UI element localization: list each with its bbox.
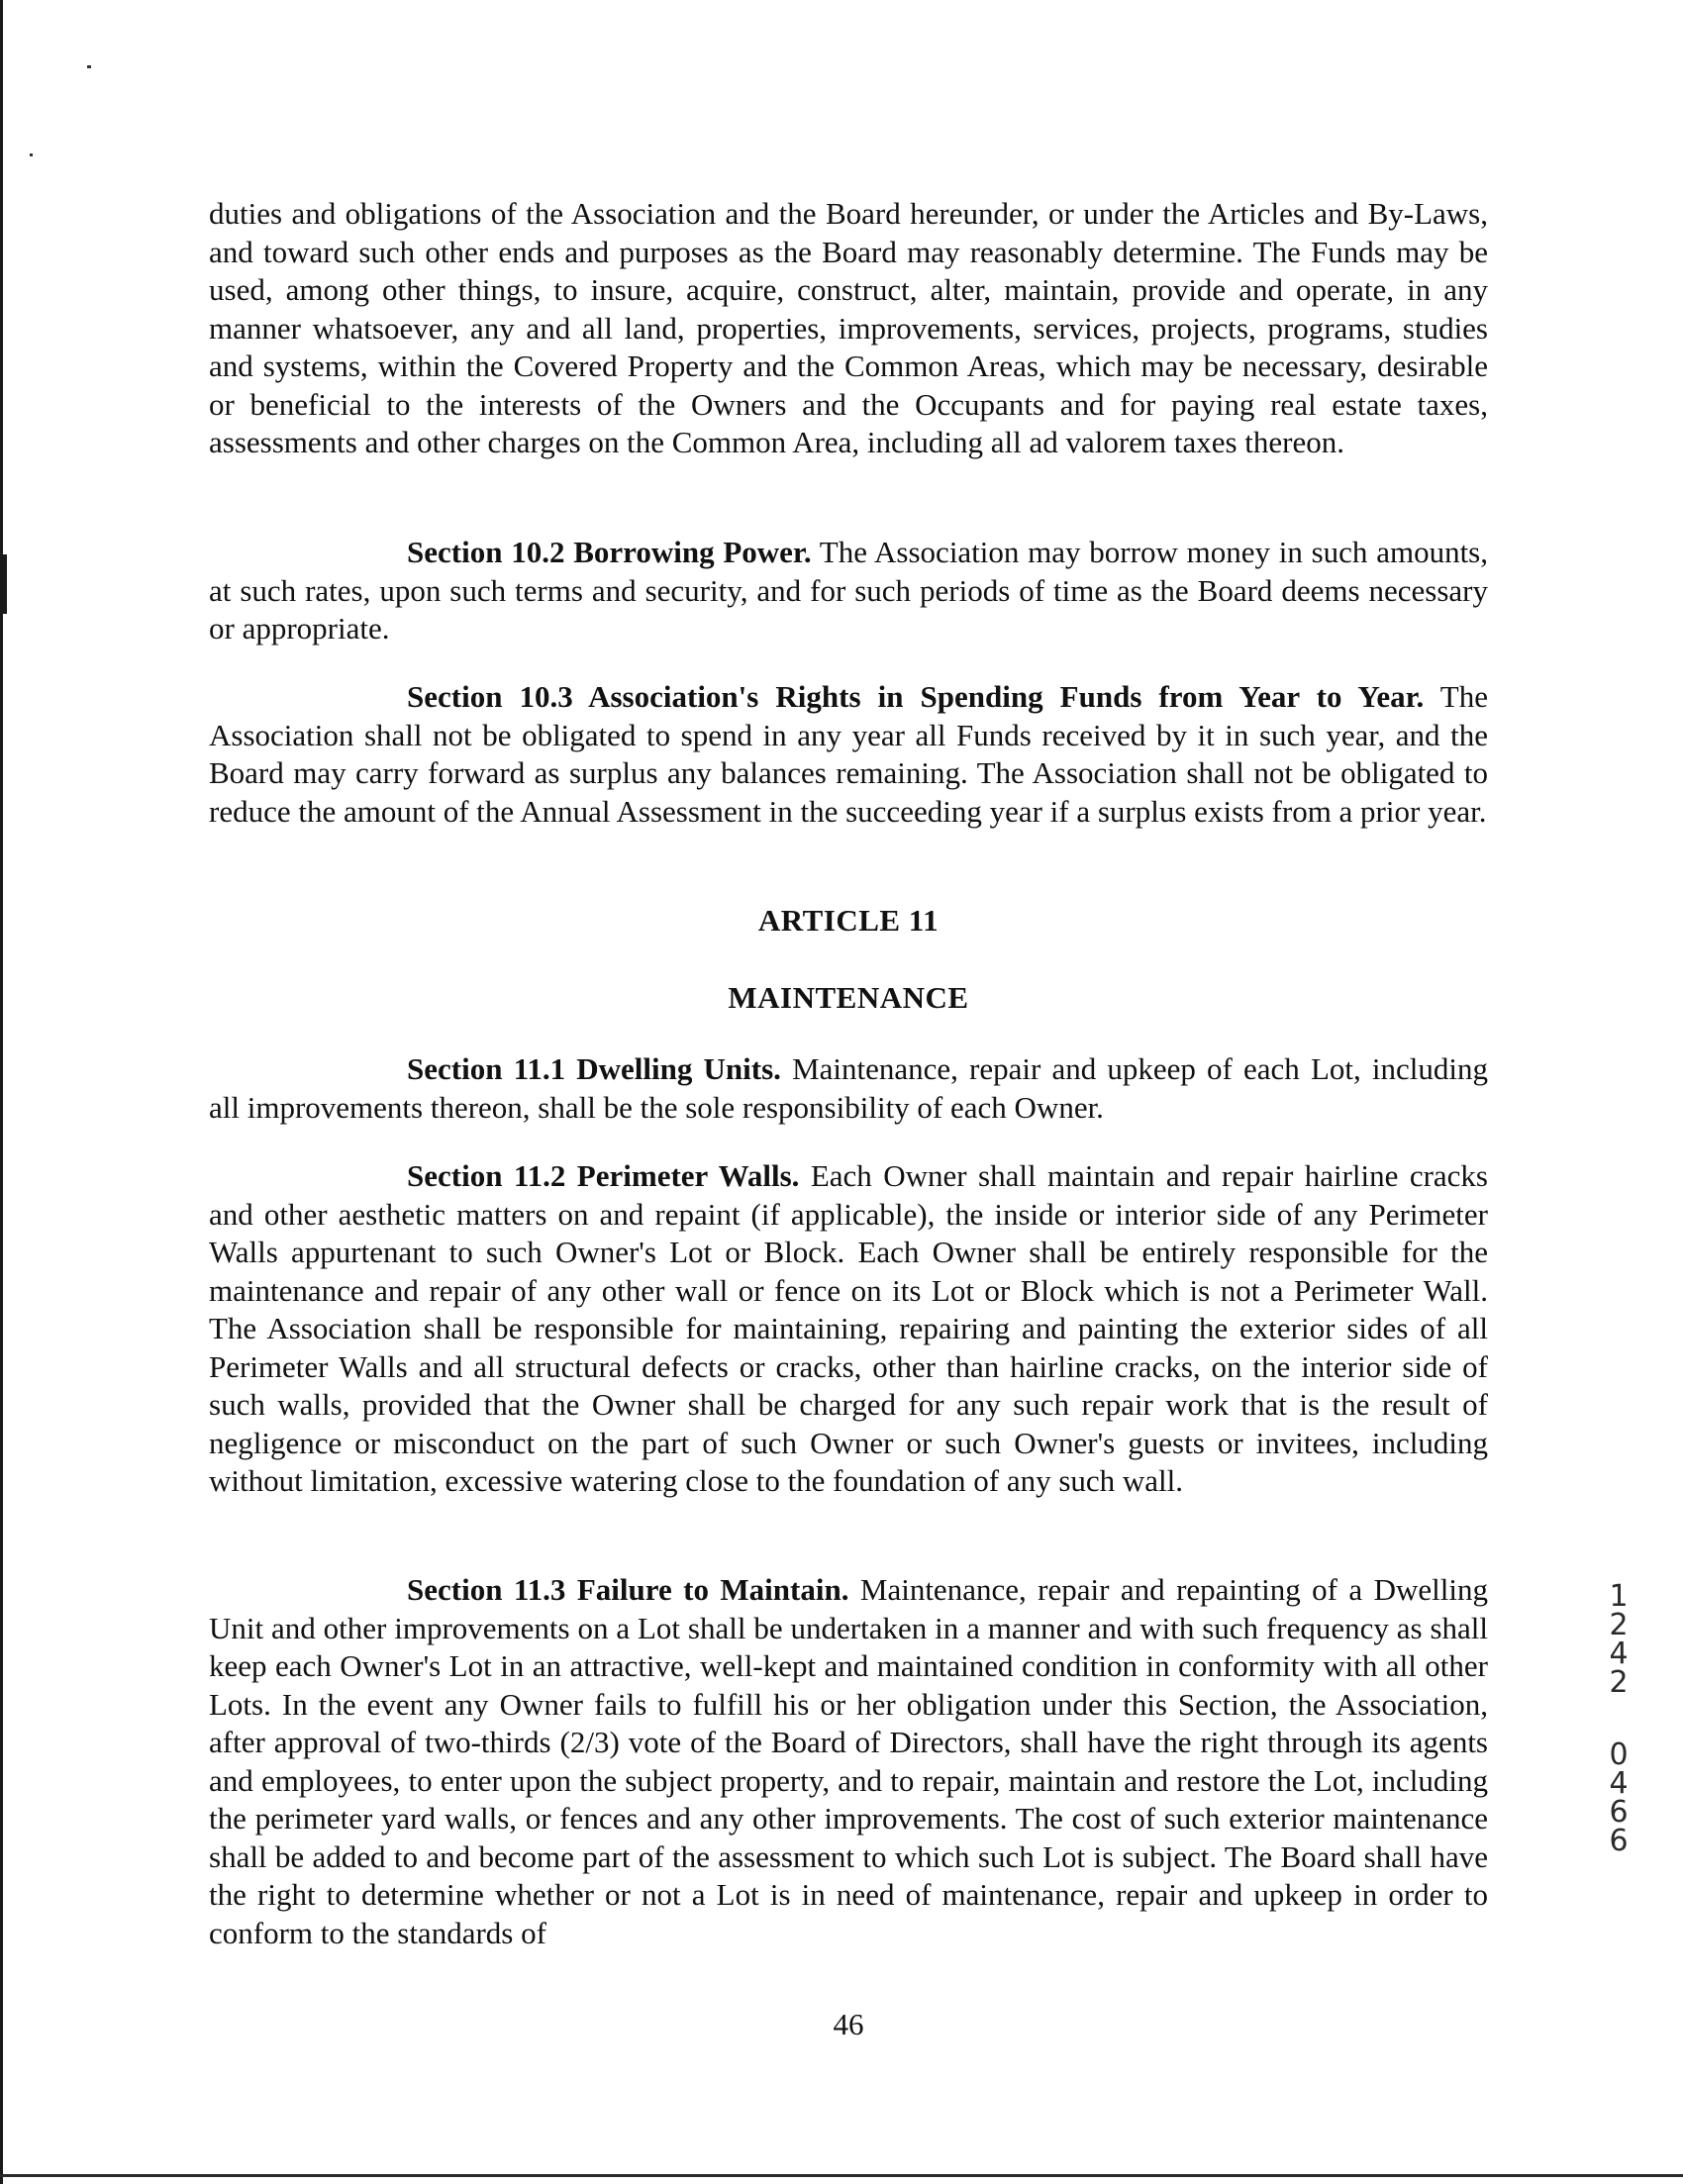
section-11-1 — [209, 1050, 1488, 1127]
section-title: Section 11.2 Perimeter Walls. — [407, 1158, 800, 1193]
scan-bottom-edge — [0, 2174, 1683, 2177]
scan-left-edge — [0, 0, 3, 2184]
section-11-3 — [209, 1571, 1488, 1952]
scan-speck — [30, 153, 33, 156]
section-body: Maintenance, repair and upkeep of each Lot, including all improvements thereon, shall be the sole responsibility of each Owner. — [209, 1051, 1489, 1125]
section-11-2 — [209, 1157, 1488, 1501]
section-title: Section 10.2 Borrowing Power. — [407, 535, 812, 569]
section-10-3 — [209, 678, 1488, 831]
article-title: MAINTENANCE — [728, 980, 969, 1015]
section-title: Section 11.1 Dwelling Units. — [407, 1051, 781, 1086]
page-number: 46 — [833, 2007, 864, 2041]
recording-stamp-page: 0466 — [1609, 1737, 1629, 1858]
section-body: Each Owner shall maintain and repair hairline cracks and other aesthetic matters on and repaint (if applicable), the inside or interior side of any Perimeter Walls appurtenant to such Owner's Lot or Block. Each Owner shall be entirely responsible for the maintenance and repair of any other wall or fence on its Lot or Block which is not a Perimeter Wall. The Association shall be responsible for maintaining, repairing and painting the exterior sides of all Perimeter Walls and all structural defects or cracks, other than hairline cracks, on the interior side of such walls, provided that the Owner shall be charged for any such repair work that is the result of negligence or misconduct on the part of such Owner or such Owner's guests or invitees, including without limitation, excessive watering close to the foundation of any such wall. — [209, 1158, 1488, 1498]
paragraph-text: duties and obligations of the Association and the Board hereunder, or under the Articles and By-Laws, and toward such other ends and purposes as the Board may reasonably determine. The Funds may be used, among other things, to insure, acquire, construct, alter, maintain, provide and operate, in any manner whatsoever, any and all land, properties, improvements, services, projects, programs, studies and systems, within the Covered Property and the Common Areas, which may be necessary, desirable or beneficial to the interests of the Owners and the Occupants and for paying real estate taxes, assessments and other charges on the Common Area, including all ad valorem taxes thereon. — [209, 196, 1488, 459]
section-body: The Association shall not be obligated to spend in any year all Funds received by it in such year, and the Board may carry forward as surplus any balances remaining. The Association shall not be obligated to reduce the amount of the Annual Assessment in the succeeding year if a surplus exists from a prior year. — [209, 679, 1488, 829]
paragraph-funds-use — [209, 195, 1488, 462]
scan-left-notch — [0, 554, 7, 614]
recording-stamp-book: 1242 — [1609, 1579, 1629, 1700]
section-body: Maintenance, repair and repainting of a Dwelling Unit and other improvements on a Lot shall be undertaken in a manner and with such frequency as shall keep each Owner's Lot in an attractive, well-kept and maintained condition in conformity with all other Lots. In the event any Owner fails to fulfill his or her obligation under this Section, the Association, after approval of two-thirds (2/3) vote of the Board of Directors, shall have the right through its agents and employees, to enter upon the subject property, and to repair, maintain and restore the Lot, including the perimeter yard walls, or fences and any other improvements. The cost of such exterior maintenance shall be added to and become part of the assessment to which such Lot is subject. The Board shall have the right to determine whether or not a Lot is in need of maintenance, repair and upkeep in order to conform to the standards of — [209, 1572, 1489, 1950]
section-10-2 — [209, 534, 1488, 648]
scan-speck — [87, 65, 91, 68]
section-title: Section 10.3 Association's Rights in Spending Funds from Year to Year. — [407, 679, 1425, 714]
article-heading: ARTICLE 11 — [757, 903, 940, 938]
section-title: Section 11.3 Failure to Maintain. — [407, 1572, 849, 1607]
section-body: The Association may borrow money in such amounts, at such rates, upon such terms and security, and for such periods of time as the Board deems necessary or appropriate. — [209, 535, 1488, 645]
